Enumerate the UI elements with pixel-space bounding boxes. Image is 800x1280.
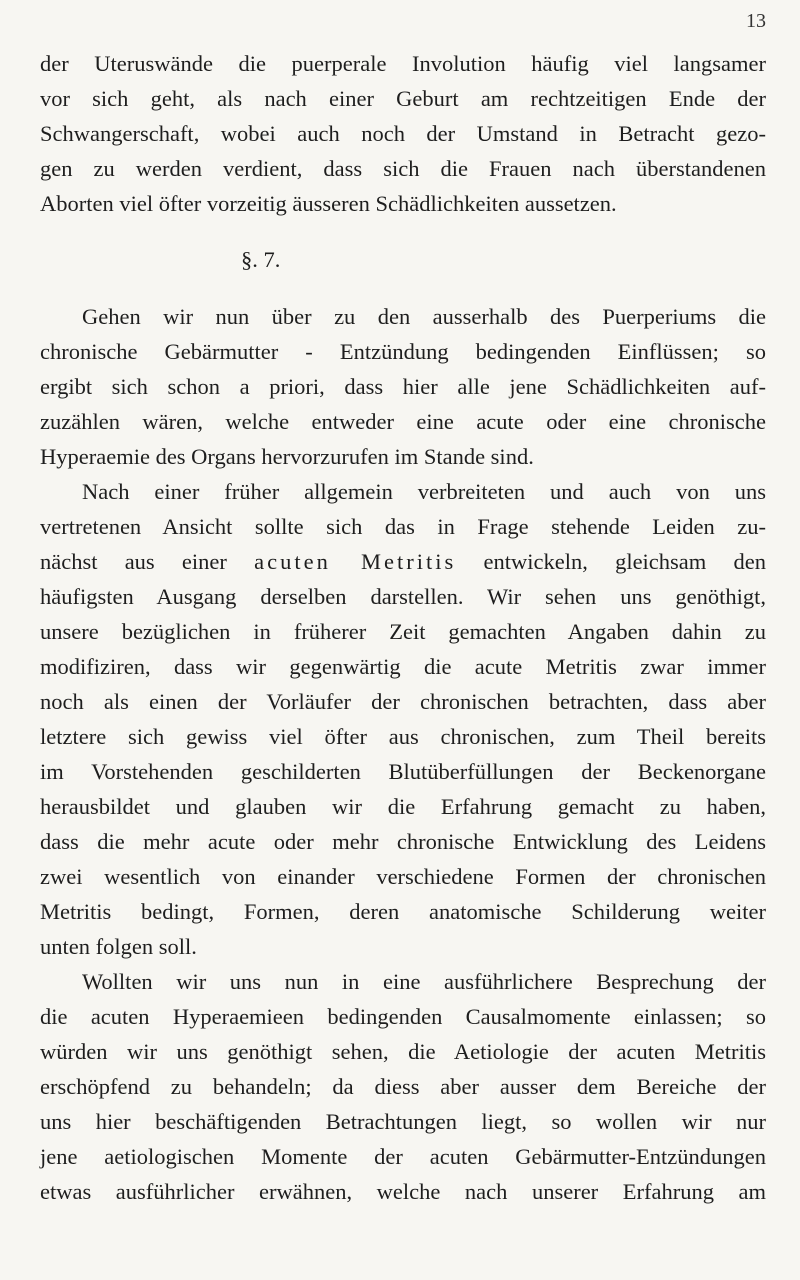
text-line: der Uteruswände die puerperale Involution häufig viel langsamer xyxy=(40,51,766,76)
text-line xyxy=(40,544,766,579)
text-segment: nächst aus einer xyxy=(40,549,227,574)
text-line: dass die mehr acute oder mehr chronische Entwicklung des Leidens xyxy=(40,829,766,854)
text-line: Aborten viel öfter vorzeitig äusseren Schädlichkeiten aussetzen. xyxy=(40,191,617,216)
text-line: unsere bezüglichen in früherer Zeit gemachten Angaben dahin zu xyxy=(40,619,766,644)
page-body xyxy=(40,46,766,1209)
text-line: erschöpfend zu behandeln; da diess aber ausser dem Bereiche der xyxy=(40,1074,766,1099)
text-line: Nach einer früher allgemein verbreiteten und auch von uns xyxy=(82,479,766,504)
text-line: Metritis bedingt, Formen, deren anatomische Schilderung weiter xyxy=(40,899,766,924)
text-line: jene aetiologischen Momente der acuten Gebärmutter-Entzündungen xyxy=(40,1144,766,1169)
text-segment: entwickeln, gleichsam den xyxy=(483,549,766,574)
text-line: etwas ausführlicher erwähnen, welche nach unserer Erfahrung am xyxy=(40,1179,766,1204)
text-line: häufigsten Ausgang derselben darstellen. Wir sehen uns genöthigt, xyxy=(40,584,766,609)
text-line: chronische Gebärmutter - Entzündung bedingenden Einflüssen; so xyxy=(40,339,766,364)
text-line: gen zu werden verdient, dass sich die Frauen nach überstandenen xyxy=(40,156,766,181)
text-line: die acuten Hyperaemieen bedingenden Causalmomente einlassen; so xyxy=(40,1004,766,1029)
text-line: Wollten wir uns nun in eine ausführlichere Besprechung der xyxy=(82,969,766,994)
text-line: Gehen wir nun über zu den ausserhalb des Puerperiums die xyxy=(82,304,766,329)
text-line: zuzählen wären, welche entweder eine acute oder eine chronische xyxy=(40,409,766,434)
text-line: noch als einen der Vorläufer der chronischen betrachten, dass aber xyxy=(40,689,766,714)
text-line: Hyperaemie des Organs hervorzurufen im Stande sind. xyxy=(40,444,534,469)
emphasized-term: acuten Metritis xyxy=(254,549,457,574)
text-line: herausbildet und glauben wir die Erfahrung gemacht zu haben, xyxy=(40,794,766,819)
text-line: im Vorstehenden geschilderten Blutüberfüllungen der Beckenorgane xyxy=(40,759,766,784)
text-line: uns hier beschäftigenden Betrachtungen liegt, so wollen wir nur xyxy=(40,1109,766,1134)
text-line: Schwangerschaft, wobei auch noch der Umstand in Betracht gezo- xyxy=(40,121,766,146)
text-line: würden wir uns genöthigt sehen, die Aetiologie der acuten Metritis xyxy=(40,1039,766,1064)
page-number: 13 xyxy=(746,10,766,32)
text-line: ergibt sich schon a priori, dass hier alle jene Schädlichkeiten auf- xyxy=(40,374,766,399)
text-line: unten folgen soll. xyxy=(40,934,197,959)
text-line: zwei wesentlich von einander verschiedene Formen der chronischen xyxy=(40,864,766,889)
text-line: vertretenen Ansicht sollte sich das in Frage stehende Leiden zu- xyxy=(40,514,766,539)
text-line: letztere sich gewiss viel öfter aus chronischen, zum Theil bereits xyxy=(40,724,766,749)
text-line: vor sich geht, als nach einer Geburt am rechtzeitigen Ende der xyxy=(40,86,766,111)
section-heading: §. 7. xyxy=(241,247,281,272)
text-line: modifiziren, dass wir gegenwärtig die acute Metritis zwar immer xyxy=(40,654,766,679)
book-page xyxy=(40,0,766,1280)
